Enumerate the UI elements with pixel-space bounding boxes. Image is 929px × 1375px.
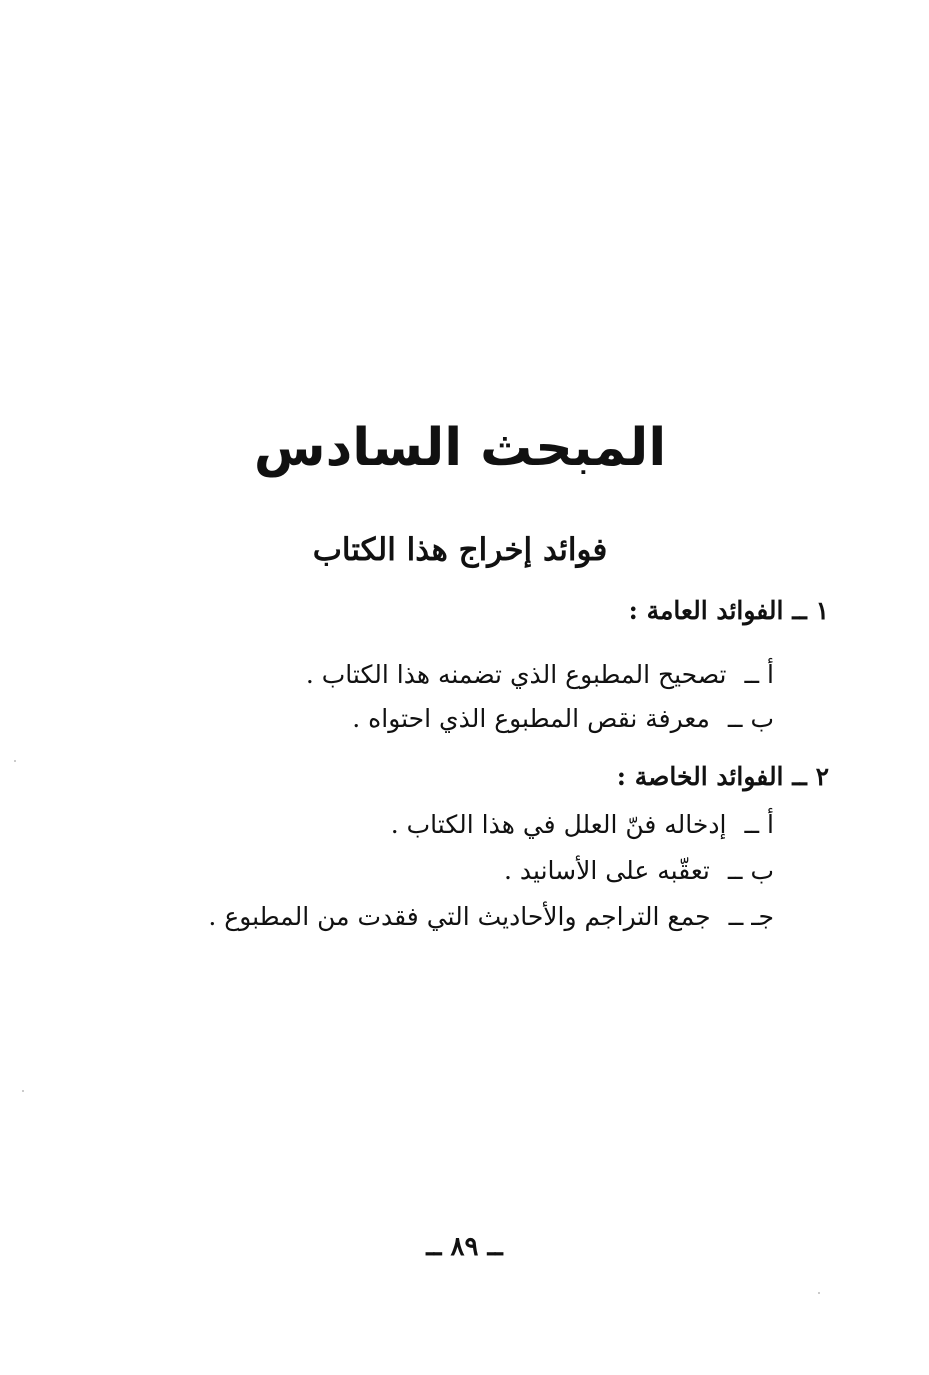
scan-speck bbox=[22, 1090, 24, 1092]
list-item bbox=[504, 852, 774, 890]
list-item-text: معرفة نقص المطبوع الذي احتواه . bbox=[352, 704, 710, 733]
list-item bbox=[208, 898, 774, 936]
list-marker: أ ــ bbox=[744, 810, 774, 839]
list-item-text: تصحيح المطبوع الذي تضمنه هذا الكتاب . bbox=[305, 660, 727, 689]
list-item bbox=[391, 806, 774, 844]
list-item-text: تعقّبه على الأسانيد . bbox=[504, 856, 710, 885]
scan-speck bbox=[14, 760, 16, 762]
list-marker: أ ــ bbox=[744, 660, 774, 689]
section-heading-special: ٢ ــ الفوائد الخاصة : bbox=[616, 762, 829, 791]
chapter-title: المبحث السادس bbox=[253, 418, 667, 478]
section-heading-general: ١ ــ الفوائد العامة : bbox=[628, 596, 829, 625]
list-item bbox=[306, 656, 774, 694]
section-subtitle: فوائد إخراج هذا الكتاب bbox=[312, 532, 608, 568]
scan-speck bbox=[818, 1292, 820, 1294]
list-marker: ب ــ bbox=[727, 704, 774, 733]
list-item bbox=[352, 700, 774, 738]
list-item-text: إدخاله فنّ العلل في هذا الكتاب . bbox=[390, 810, 727, 839]
page-number: ــ ٨٩ ــ bbox=[426, 1232, 503, 1262]
list-marker: جـ ــ bbox=[728, 902, 774, 931]
list-marker: ب ــ bbox=[727, 856, 774, 885]
list-item-text: جمع التراجم والأحاديث التي فقدت من المطبوع . bbox=[208, 902, 711, 931]
